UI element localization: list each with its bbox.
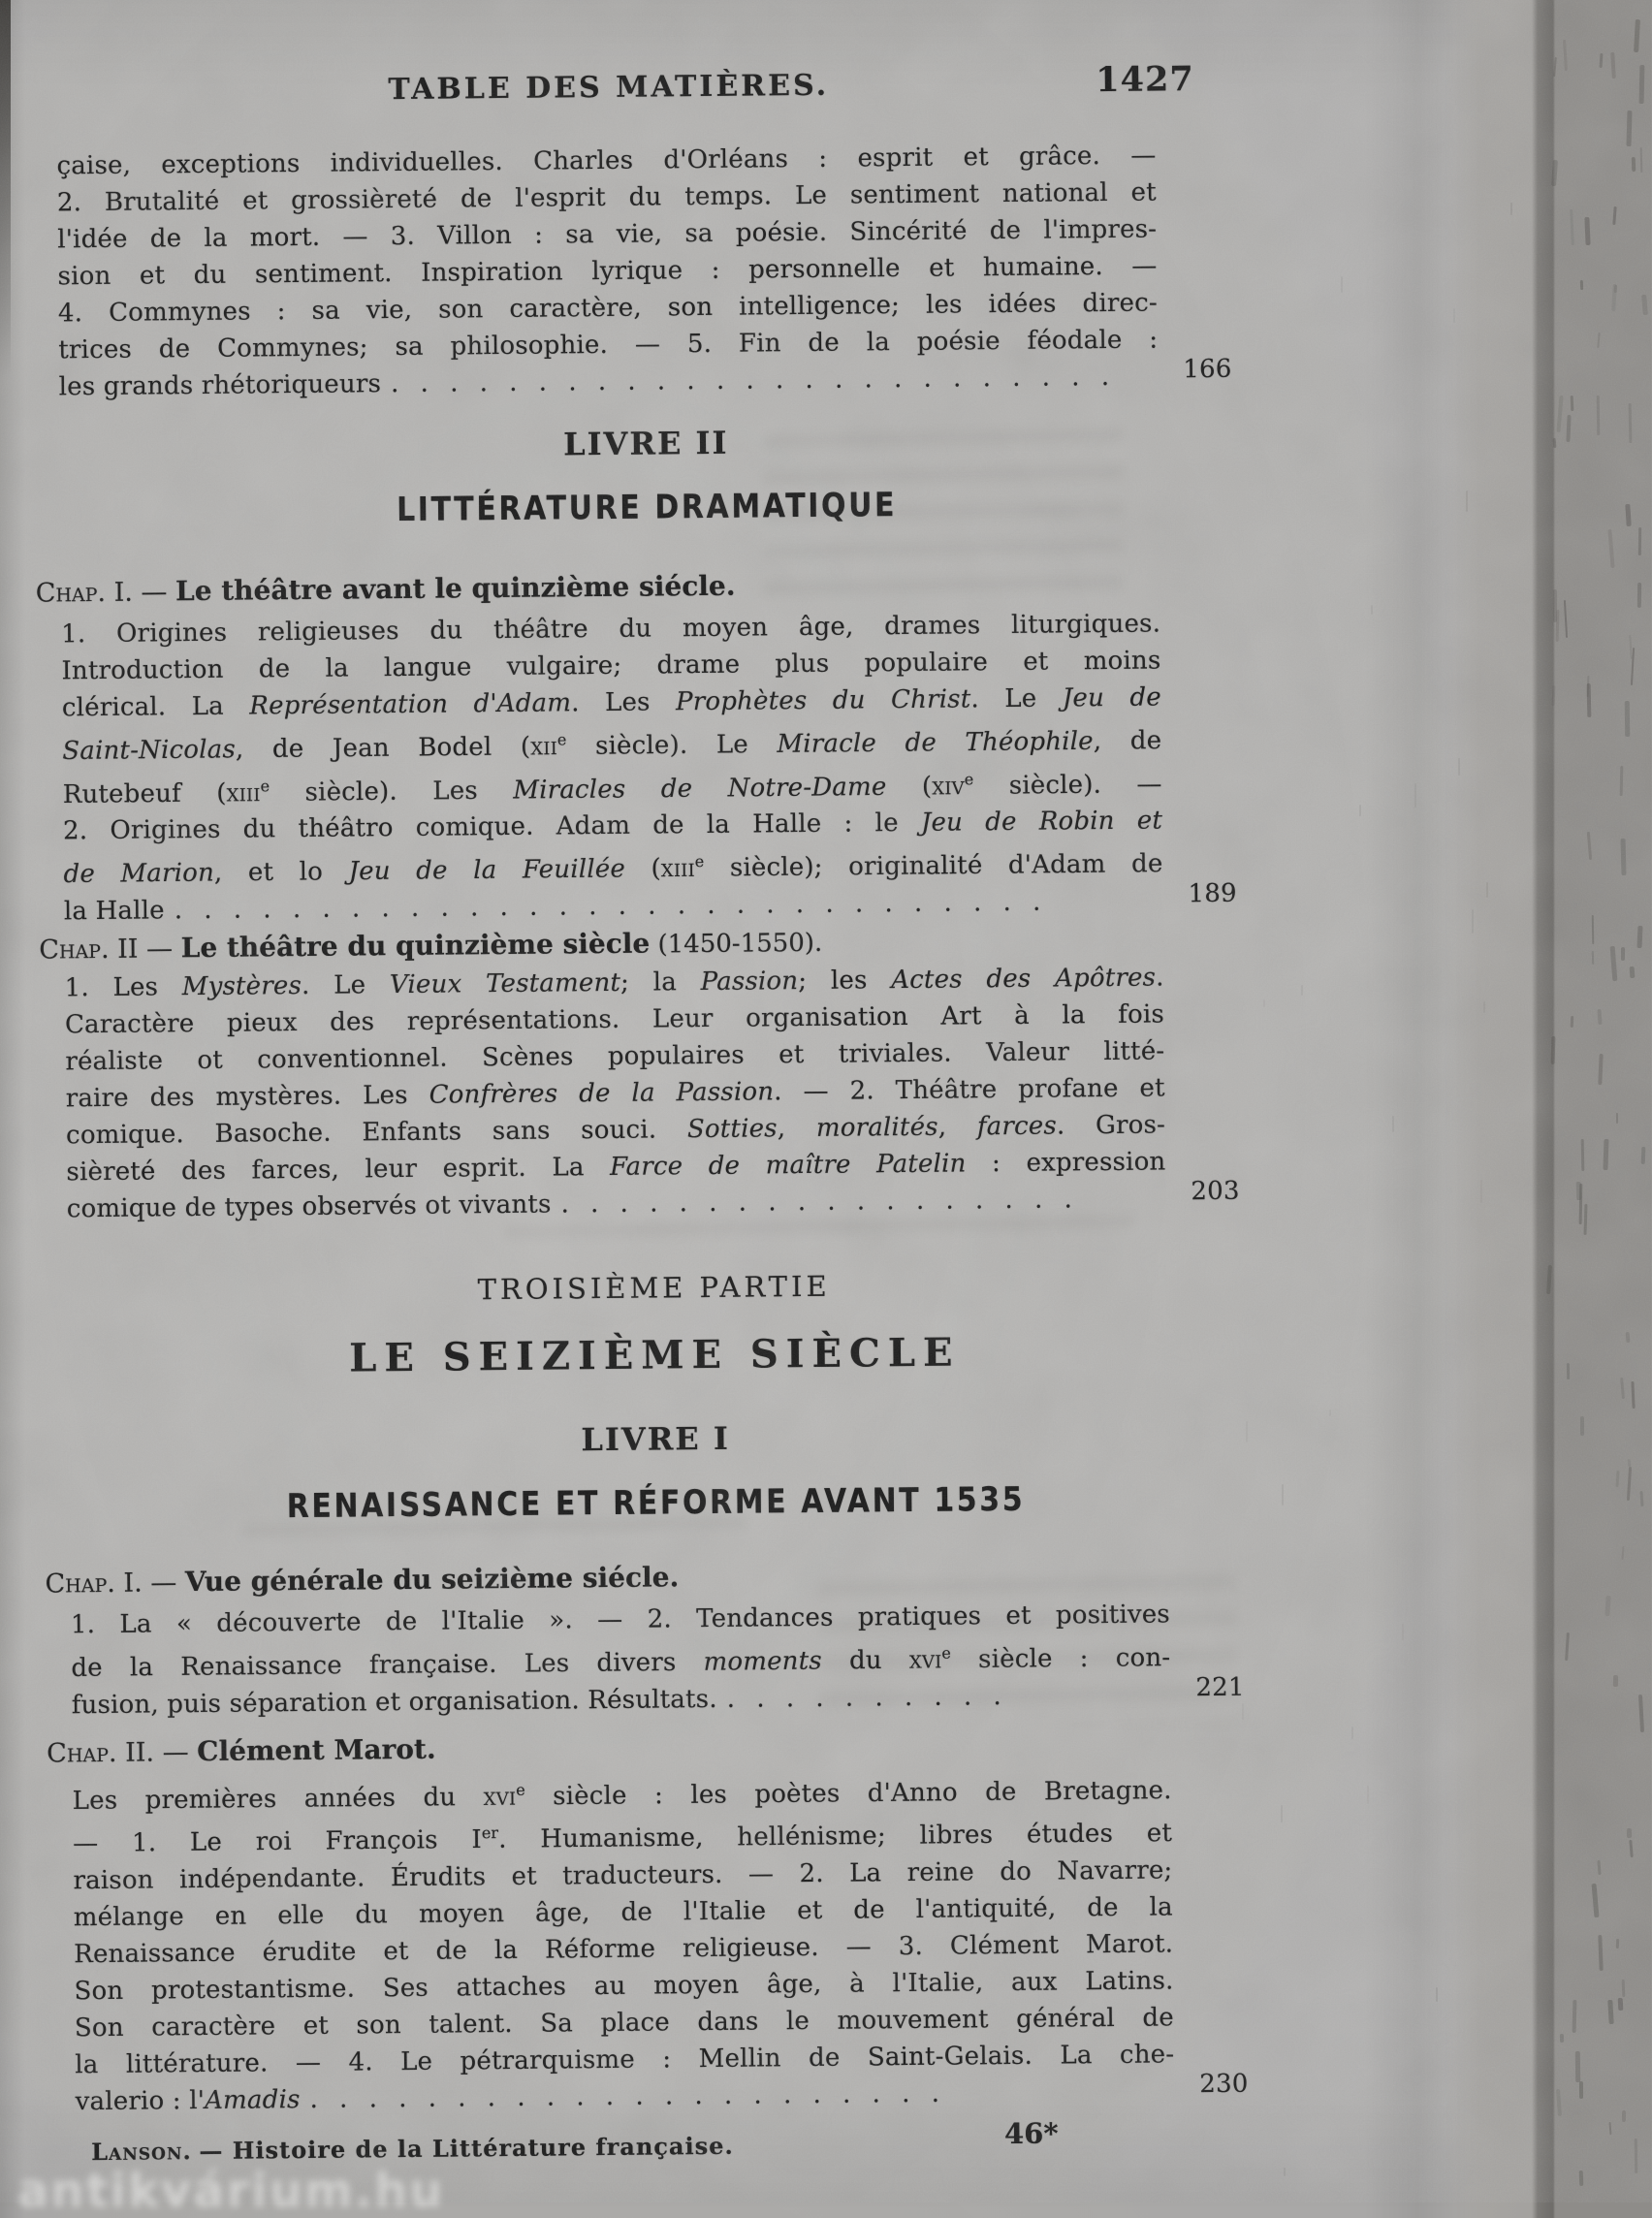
text-run: Représentation d'Adam [249,688,572,721]
ink-streak [1608,2122,1611,2135]
fiber-mark [1281,1805,1283,1822]
text-run: farces [976,1111,1058,1142]
text-run: . Les [571,687,677,718]
ink-streak [1597,333,1600,348]
text-run: e [694,852,705,871]
ink-streak [1620,838,1626,874]
ink-streak [1553,57,1557,77]
fiber-mark [1414,783,1416,808]
text-run: Jeu de Robin et [920,806,1163,839]
text-run: xiv [932,771,965,802]
text-run: . Humanisme, hellénisme; libres études et [497,1819,1173,1855]
ink-streak [1598,1935,1604,1971]
ink-streak [1627,1467,1633,1501]
fiber-mark [1367,1786,1369,1804]
ink-streak [1615,1471,1619,1487]
fiber-mark [1510,203,1512,215]
entry-page-number: 221 [1195,1672,1245,1702]
ink-streak [1641,1147,1646,1164]
text-run: . Le [970,683,1063,714]
text-run: siècle). Les [270,776,514,808]
ink-streak [1627,110,1633,146]
ink-streak [1579,2081,1583,2099]
ink-streak [1637,583,1641,608]
ink-streak [1580,280,1584,290]
entry-text [67,1187,552,1228]
text-run: : expression [966,1147,1166,1179]
text-run: Les premières années du [72,1782,484,1816]
text-run: , [777,1113,817,1144]
page-title: TABLE DES MATIÈRES. [388,68,830,108]
text-run: . — 2. Théâtre profane et [774,1073,1165,1107]
text-run: Prophètes du Christ [675,684,971,717]
ink-streak [1621,1546,1624,1560]
text-run: , et lo [213,857,349,888]
heading-text: LITTÉRATURE DRAMATIQUE [396,486,898,530]
text-run: la littérature. — 4. Le pétrarquisme : Mellin de Saint-Gelais. La che- [75,2040,1175,2080]
ink-streak [1553,589,1557,622]
ink-streak [1571,396,1574,411]
heading-partie: TROISIÈME PARTIE [477,1269,831,1307]
ink-streak [1621,1980,1624,1997]
table-of-contents-page [35,59,1250,2176]
text-run: de Marion [63,858,215,890]
text-run: Saint-Nicolas [62,735,237,767]
ink-streak [1619,766,1623,796]
ink-streak [1564,600,1569,638]
text-run: ; les [798,966,892,997]
entry-text [75,2081,300,2120]
dot-leader: . . . . . . . . . . . . . . . . . . . . . . [309,2078,947,2114]
text-run: , de [1093,726,1162,756]
text-run: 4. Commynes : sa vie, son caractère, son intelligence; les idées direc- [57,288,1159,329]
text-run: comique. Basoche. Enfants sans souci. [65,1115,688,1151]
ink-streak [1625,701,1630,737]
book-title: — Histoire de la Littérature française. [199,2131,734,2166]
text-run: siècle); originalité d'Adam de [704,849,1163,883]
text-run: Mystères [181,970,302,1002]
ink-streak [1604,1596,1610,1617]
text-run: — 1. Le roi François I [72,1825,483,1859]
ink-streak [1556,2088,1562,2115]
text-run: la Halle [63,896,165,927]
fiber-mark [1359,805,1361,816]
toc-paragraph [56,137,1231,406]
ink-streak [1598,1009,1603,1025]
ink-streak [1625,1332,1630,1343]
ink-streak [1632,157,1636,172]
text-run: xii [530,732,558,762]
ink-streak [1598,1054,1603,1085]
ink-streak [1626,504,1632,526]
chapter-title: Le théâtre du quinzième siècle [180,927,651,965]
text-run: trices de Commynes; sa philosophie. — 5. Fin de la poésie féodale : [58,325,1159,365]
ink-streak [1574,2051,1579,2082]
dot-leader: . . . . . . . . . . [726,1681,1008,1714]
text-run: . Le [301,970,391,1000]
text-run: . [1156,963,1164,993]
ink-streak [1612,284,1618,311]
text-run: xvi [483,1782,517,1812]
text-run: 1. Les [64,972,182,1003]
text-run: e [556,730,567,749]
ink-streak [1563,40,1567,71]
text-run: çaise, exceptions individuelles. Charles d'Orléans : esprit et grâce. — [56,141,1157,181]
dot-leader: . . . . . . . . . . . . . . . . . . . . . . . . . . . . . . [174,887,1048,926]
text-run: 2. Brutalité et grossièreté de l'esprit du temps. Le sentiment national et [56,177,1157,218]
text-run: Confrères de la Passion [429,1077,775,1110]
chapter-label: Chap. I. — [45,1568,186,1600]
ink-streak [1585,217,1591,245]
text-run: , de Jean Bodel ( [235,732,531,765]
ink-streak [1566,1363,1569,1379]
text-run: Vieux Testament [389,967,621,1000]
text-run: e [516,1780,525,1799]
ink-streak [1630,966,1635,979]
text-run: Son protestantisme. Ses attaches au moyen âge, à l'Italie, aux Latins. [74,1966,1174,2007]
fiber-mark [1341,276,1343,293]
ink-streak [1629,403,1633,443]
text-run: . Gros- [1056,1110,1166,1141]
fiber-mark [1472,909,1474,934]
toc-paragraph [61,605,1237,931]
ink-streak [1567,415,1572,442]
ink-streak [1620,1378,1625,1399]
text-run: e [964,769,974,789]
text-run: moments [703,1646,823,1677]
text-run: 1. Origines religieuses du théâtre du moyen âge, drames liturgiques. [61,609,1161,650]
toc-paragraph [64,959,1239,1228]
fiber-mark [1263,999,1265,1007]
ink-streak [1617,1997,1623,2010]
ink-streak [1570,209,1573,245]
heading-display [70,1475,1243,1532]
fiber-mark [1246,1421,1248,1442]
ink-streak [1621,2110,1626,2122]
text-run: xiii [660,854,695,884]
ink-streak [1580,1416,1584,1436]
ink-streak [1639,65,1645,104]
author-name: Lanson. [91,2137,192,2167]
ink-streak [1557,396,1565,432]
text-run: Sotties [686,1114,778,1145]
text-run: ( [886,772,933,802]
text-run: ; la [620,967,701,998]
heading-text: RENAISSANCE ET RÉFORME AVANT 1535 [286,1479,1026,1527]
entry-page-number: 230 [1199,2069,1249,2100]
text-run: siècle : con- [950,1643,1171,1675]
text-run: Son caractère et son talent. Sa place dans le mouvement général de [74,2003,1175,2044]
ink-streak [1587,683,1591,717]
ink-streak [1634,19,1639,52]
page-number: 1427 [1096,59,1194,101]
text-run: l'idée de la mort. — 3. Villon : sa vie, sa poésie. Sincérité de l'impres- [57,214,1158,255]
fiber-mark [1392,1116,1394,1132]
ink-streak [1641,295,1647,316]
ink-streak [1615,1939,1618,1949]
entry-text [64,892,165,930]
ink-streak [1608,528,1616,567]
text-run: de la Renaissance française. Les divers [71,1647,704,1683]
chapter-title: Clément Marot. [197,1732,436,1767]
text-run: sion et du sentiment. Inspiration lyrique : personnelle et humaine. — [57,251,1158,292]
entry-page-number: 189 [1188,878,1237,909]
text-run: Caractère pieux des représentations. Leur organisation Art à la fois [64,999,1165,1040]
book-signature [91,2132,734,2166]
ink-streak [1600,53,1604,68]
fiber-mark [1301,985,1303,996]
ink-streak [1596,396,1599,435]
text-run: siècle : les poètes d'Anno de Bretagne. [524,1775,1172,1812]
chapter-title: Vue générale du seizième siécle. [184,1561,680,1599]
heading-livre: LIVRE I [581,1419,731,1459]
dot-leader: . . . . . . . . . . . . . . . . . . [560,1185,1079,1220]
text-run: raire des mystères. Les [65,1080,429,1114]
text-run: Miracle de Théophile [777,726,1094,759]
text-run: Jeu de la Feuillée [348,854,626,887]
entry-page-number: 203 [1191,1176,1240,1207]
text-run: 1. La « découverte de l'Italie ». — 2. Tendances pratiques et positives [70,1600,1171,1640]
ink-streak [1613,285,1616,293]
text-run: sièreté des farces, leur esprit. La [66,1152,611,1188]
ink-streak [1613,1675,1618,1687]
fiber-mark [1371,605,1373,615]
entry-text [72,1681,717,1724]
ink-streak [1638,1695,1644,1732]
text-run: er [481,1823,499,1843]
ink-streak [1616,1113,1618,1124]
ink-streak [1551,160,1558,186]
ink-streak [1579,2170,1583,2186]
ink-streak [1621,947,1626,961]
text-run: , [937,1112,978,1142]
chapter-label: Chap. II — [39,934,181,966]
fiber-mark [1483,1001,1485,1012]
ink-streak [1587,676,1590,697]
toc-paragraph [71,1596,1245,1724]
text-run: Passion [700,966,799,998]
ink-streak [1611,52,1617,79]
text-run: raison indépendante. Érudits et traducteurs. — 2. La reine do Navarre; [73,1855,1173,1896]
ink-streak [1551,685,1555,706]
ink-streak [1631,1381,1635,1409]
chapter-title: Le théâtre avant le quinzième siécle. [175,569,736,608]
entry-text [59,365,382,405]
text-run: réaliste ot conventionnel. Scènes populaires et triviales. Valeur litté- [65,1036,1165,1077]
ink-streak [1576,1182,1581,1200]
text-run: e [941,1643,952,1663]
heading-livre: LIVRE II [562,424,729,463]
fiber-mark [1453,308,1455,323]
ink-streak [1566,1632,1571,1662]
ink-streak [1627,1828,1632,1838]
text-run: Rutebeuf ( [62,778,227,809]
fiber-mark [1458,758,1460,776]
heading-grand: LE SEIZIÈME SIÈCLE [348,1329,961,1381]
text-run: xvi [908,1645,942,1675]
ink-streak [1631,648,1636,685]
ink-streak [1579,1184,1583,1224]
fiber-mark [1486,882,1488,898]
text-run: fusion, puis séparation et organisation. Résultats. [71,1684,717,1720]
text-run: clérical. La [61,691,250,723]
fiber-mark [1329,1410,1331,1416]
ink-streak [1610,946,1618,981]
ink-streak [1640,147,1643,173]
ink-streak [1573,2000,1577,2033]
ink-streak [1546,1265,1551,1294]
ink-streak [1637,926,1643,948]
chapter-label: Chap. I. — [35,577,176,609]
text-run: moralités [815,1112,938,1143]
toc-paragraph [72,1764,1248,2120]
toc-body [35,137,1249,2120]
fiber-mark [1436,1987,1438,2002]
sheet-mark: 46* [1003,2116,1059,2151]
ink-streak [1592,1884,1600,1917]
text-run: Introduction de la langue vulgaire; drame plus populaire et moins [61,646,1161,686]
text-run: mélange en elle du moyen âge, de l'Italie et de l'antiquité, de la [73,1892,1173,1933]
page-edge-shadow [0,0,11,378]
ink-streak [1583,1204,1587,1235]
text-run: Miracles de Notre-Dame [513,772,887,806]
ink-streak [1592,951,1595,965]
fiber-mark [1282,1484,1284,1505]
text-run: 2. Origines du théâtro comique. Adam de la Halle : le [62,808,922,846]
fiber-mark [1284,2168,1286,2176]
chapter-date-range: (1450-1550). [650,928,823,960]
entry-page-number: 166 [1183,354,1232,385]
text-run: Jeu de [1062,682,1161,713]
fiber-mark [1480,1180,1482,1203]
text-run: Amadis [204,2085,301,2115]
fiber-mark [1466,491,1468,512]
text-run: siècle). — [973,769,1162,801]
ink-streak [1550,1036,1555,1064]
ink-streak [1635,2139,1637,2173]
fiber-mark [1402,1624,1404,1640]
text-run: e [260,776,270,796]
page-header [56,59,1229,121]
ink-streak [1552,438,1556,448]
ink-streak [1629,635,1633,659]
text-run: Renaissance érudite et de la Réforme religieuse. — 3. Clément Marot. [74,1929,1174,1970]
ink-streak [1608,2000,1614,2024]
ink-streak [1640,1490,1644,1506]
dot-leader: . . . . . . . . . . . . . . . . . . . . . . . . . [390,362,1117,399]
ink-streak [1604,1139,1609,1170]
ink-streak [1627,1459,1631,1467]
ink-streak [1560,2034,1565,2044]
ink-streak [1571,1016,1574,1028]
text-run: comique de types observés ot vivants [66,1189,552,1224]
text-run: siècle). Le [566,729,778,762]
text-run: valerio : l' [75,2085,206,2117]
heading-display [60,480,1233,536]
ink-streak [1591,915,1594,944]
fiber-mark [1351,1727,1353,1739]
ink-streak [1629,1840,1634,1857]
ink-streak [1598,1860,1602,1875]
text-run: du [821,1645,910,1676]
ink-streak [1581,1139,1584,1171]
ink-streak [1556,610,1560,642]
ink-streak [1612,206,1616,225]
text-run: ( [624,854,662,884]
text-run: les grands rhétoriqueurs [58,369,382,402]
ink-streak [1638,527,1641,555]
ink-streak [1587,832,1593,861]
scanner-watermark: antikvárium.hu [17,2164,445,2218]
text-run: xiii [226,777,261,808]
text-run: Actes des Apôtres [891,963,1157,996]
text-run: Farce de maître Patelin [609,1149,967,1182]
chapter-label: Chap. II. — [47,1736,198,1769]
